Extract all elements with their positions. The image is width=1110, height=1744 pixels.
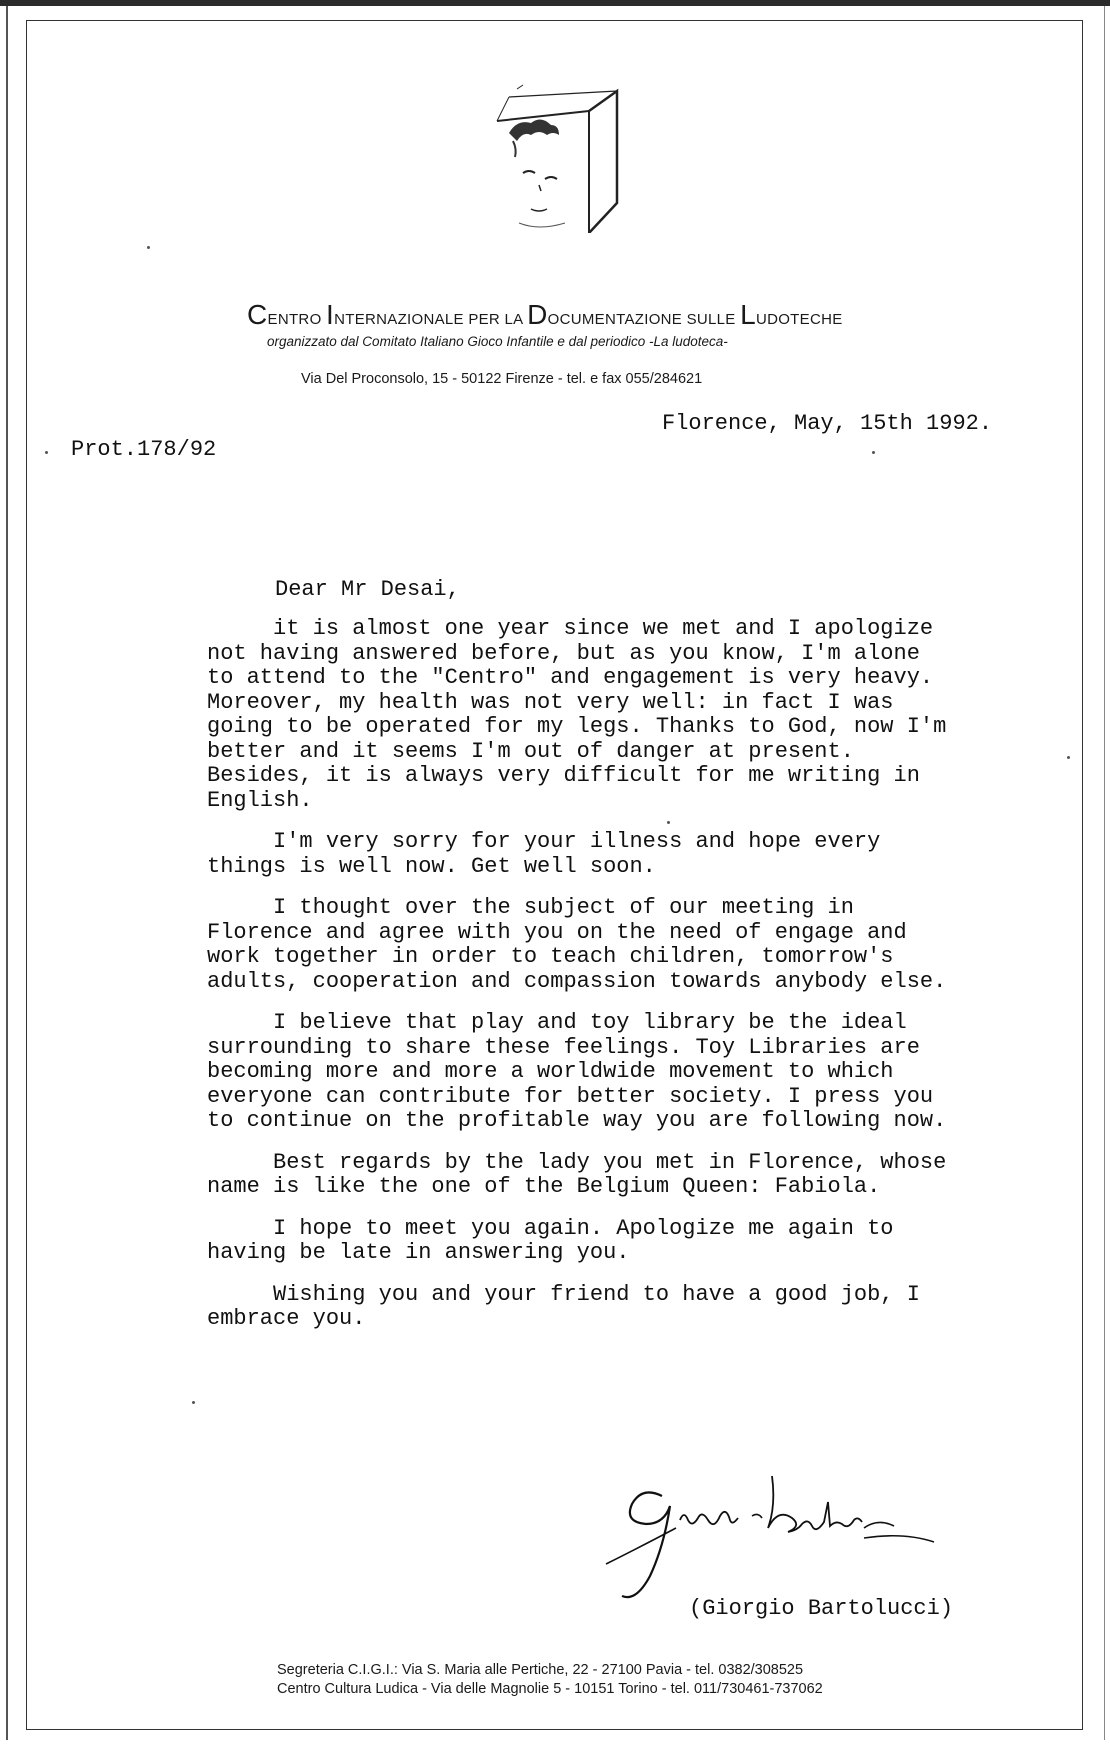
body-line: work together in order to teach children, tomorrow's bbox=[207, 945, 894, 969]
child-face-box-logo-icon bbox=[479, 83, 639, 233]
footer-line: Segreteria C.I.G.I.: Via S. Maria alle Pertiche, 22 - 27100 Pavia - tel. 0382/308525 bbox=[277, 1662, 804, 1678]
body-line: becoming more and more a worldwide movement to which bbox=[207, 1060, 894, 1084]
body-line: it is almost one year since we met and I apologize bbox=[207, 617, 934, 641]
paragraph bbox=[207, 1217, 1052, 1266]
salutation: Dear Mr Desai, bbox=[275, 577, 460, 602]
paragraph bbox=[207, 1283, 1052, 1332]
body-line: English. bbox=[207, 788, 313, 813]
paragraph bbox=[207, 1151, 1052, 1200]
body-line: everyone can contribute for better society. I press you bbox=[207, 1084, 934, 1109]
body-line: Wishing you and your friend to have a good job, I bbox=[207, 1282, 920, 1307]
body-line: name is like the one of the Belgium Queen: Fabiola. bbox=[207, 1175, 881, 1199]
letter-date: Florence, May, 15th 1992. bbox=[662, 411, 993, 436]
org-word: OCUMENTAZIONE SULLE bbox=[547, 311, 741, 328]
paragraph bbox=[207, 896, 1052, 994]
body-line: not having answered before, but as you know, I'm alone bbox=[207, 641, 920, 666]
body-line: to continue on the profitable way you are following now. bbox=[207, 1109, 947, 1133]
protocol-number: Prot.178/92 bbox=[71, 437, 217, 462]
signatory-name: (Giorgio Bartolucci) bbox=[689, 1596, 954, 1621]
paragraph bbox=[207, 830, 1052, 879]
org-word: ENTRO bbox=[267, 311, 326, 328]
body-line: I'm very sorry for your illness and hope every bbox=[207, 830, 881, 854]
org-initial: I bbox=[326, 299, 335, 330]
body-line: I believe that play and toy library be the ideal bbox=[207, 1011, 907, 1035]
body-line: Moreover, my health was not very well: in fact I was bbox=[207, 690, 894, 715]
letter-page bbox=[26, 20, 1083, 1730]
org-word: UDOTECHE bbox=[755, 311, 843, 328]
letter-body bbox=[207, 617, 1052, 1349]
body-line: to attend to the "Centro" and engagement is very heavy. bbox=[207, 666, 934, 690]
handwritten-signature bbox=[602, 1456, 942, 1606]
scan-speck bbox=[872, 451, 875, 454]
paragraph bbox=[207, 1011, 1052, 1134]
organization-subtitle: organizzato dal Comitato Italiano Gioco Infantile e dal periodico -La ludoteca- bbox=[267, 334, 728, 349]
org-word: NTERNAZIONALE PER LA bbox=[334, 311, 528, 328]
org-initial: C bbox=[247, 299, 268, 330]
body-line: things is well now. Get well soon. bbox=[207, 854, 656, 879]
letter-footer bbox=[277, 1661, 997, 1699]
scan-speck bbox=[45, 451, 48, 454]
body-line: adults, cooperation and compassion towards anybody else. bbox=[207, 969, 947, 994]
body-line: going to be operated for my legs. Thanks to God, now I'm bbox=[207, 715, 947, 739]
scan-speck bbox=[667, 821, 670, 824]
scan-speck bbox=[192, 1401, 195, 1404]
scan-speck bbox=[1067, 756, 1070, 759]
footer-line: Centro Cultura Ludica - Via delle Magnolie 5 - 10151 Torino - tel. 011/730461-737062 bbox=[277, 1681, 823, 1697]
body-line: Best regards by the lady you met in Florence, whose bbox=[207, 1150, 947, 1175]
organization-address: Via Del Proconsolo, 15 - 50122 Firenze - tel. e fax 055/284621 bbox=[301, 371, 703, 387]
body-line: I hope to meet you again. Apologize me again to bbox=[207, 1216, 894, 1241]
body-line: surrounding to share these feelings. Toy Libraries are bbox=[207, 1035, 920, 1060]
body-line: Florence and agree with you on the need of engage and bbox=[207, 920, 907, 945]
org-initial: L bbox=[740, 299, 756, 330]
body-line: better and it seems I'm out of danger at present. bbox=[207, 739, 854, 764]
body-line: I thought over the subject of our meeting in bbox=[207, 896, 854, 920]
organization-name bbox=[247, 299, 947, 331]
paragraph bbox=[207, 617, 1052, 813]
body-line: Besides, it is always very difficult for me writing in bbox=[207, 764, 920, 788]
org-initial: D bbox=[527, 299, 548, 330]
body-line: embrace you. bbox=[207, 1307, 366, 1331]
body-line: having be late in answering you. bbox=[207, 1241, 630, 1265]
scan-speck bbox=[147, 246, 150, 249]
